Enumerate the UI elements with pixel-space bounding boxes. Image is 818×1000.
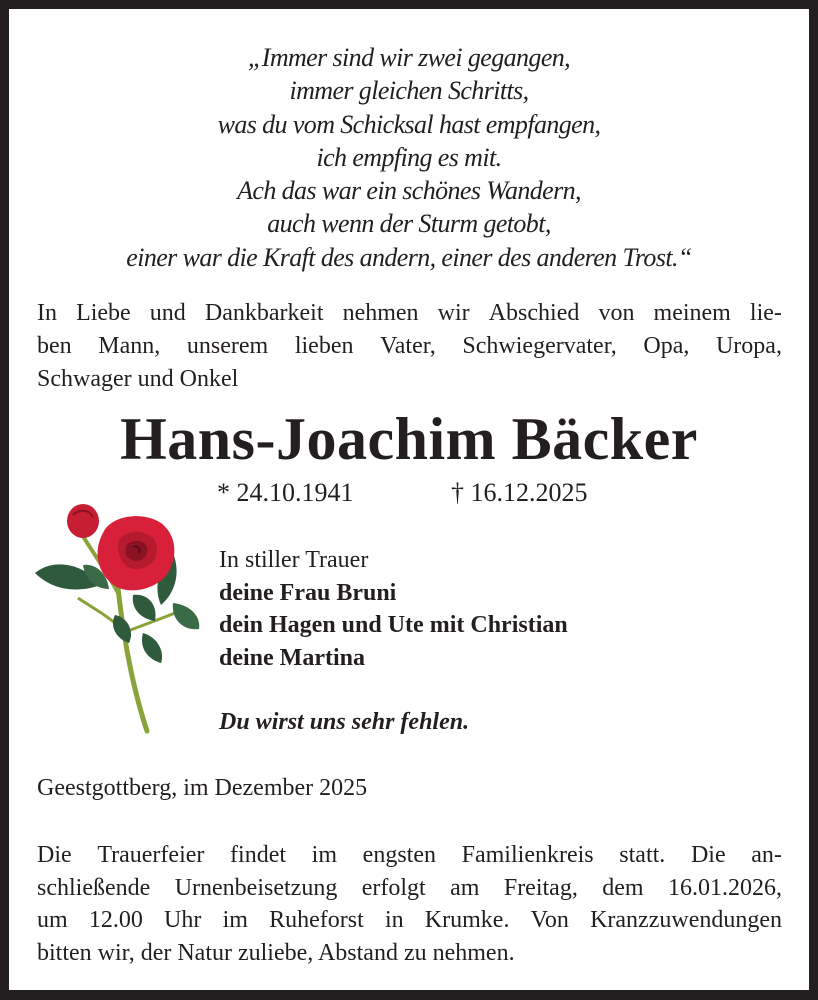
word: am	[450, 874, 480, 901]
word: erfolgt	[361, 874, 426, 901]
birth-date: * 24.10.1941	[217, 478, 354, 507]
word: Freitag,	[503, 874, 578, 901]
mourners	[219, 544, 568, 739]
word: im	[222, 907, 248, 933]
mourners-lead: In stiller Trauer	[219, 547, 369, 573]
notice-line	[37, 904, 782, 937]
word: Liebe	[76, 300, 131, 326]
word: Trauerfeier	[97, 842, 205, 868]
word: und	[149, 300, 186, 326]
mourner-name: dein Hagen und Ute mit Christian	[219, 612, 568, 638]
closing-line: Du wirst uns sehr fehlen.	[219, 709, 470, 735]
word: Uropa,	[715, 333, 782, 359]
notice-line	[37, 839, 782, 872]
word: von	[598, 300, 635, 326]
word: an-	[751, 842, 782, 868]
poem-line: immer gleichen Schritts,	[289, 76, 529, 106]
word: engsten	[362, 842, 436, 868]
word: Urnenbeisetzung	[174, 874, 338, 901]
word: schließende	[37, 874, 151, 901]
word: lie-	[749, 300, 782, 326]
poem-line: auch wenn der Sturm getobt,	[267, 209, 551, 239]
word: nehmen	[342, 300, 419, 326]
poem-line: ich empfing es mit.	[316, 142, 502, 172]
word: Schwiegervater,	[462, 333, 617, 359]
word: ben	[37, 333, 72, 359]
intro-text	[37, 297, 782, 396]
word: im	[311, 842, 338, 868]
poem-line: „Immer sind wir zwei gegangen,	[247, 43, 571, 72]
word: Dankbarkeit	[204, 300, 324, 326]
word: dem	[602, 874, 644, 901]
poem-line: was du vom Schicksal hast empfangen,	[217, 109, 601, 139]
word: Mann,	[98, 333, 161, 359]
poem	[9, 41, 809, 274]
word: Abschied	[488, 300, 580, 326]
poem-line: Ach das war ein schönes Wandern,	[237, 176, 581, 206]
word: wir	[437, 300, 470, 326]
word: um	[37, 907, 68, 933]
word: In	[37, 300, 57, 326]
word: Ruheforst	[269, 907, 364, 933]
deceased-name: Hans-Joachim Bäcker	[120, 406, 698, 472]
red-rose-icon	[23, 493, 203, 738]
word: Uhr	[164, 907, 202, 933]
word: Von	[530, 907, 569, 933]
obituary-card	[9, 9, 809, 990]
intro-line	[37, 297, 782, 330]
place-date: Geestgottberg, im Dezember 2025	[37, 775, 368, 801]
word: in	[384, 907, 404, 933]
word: Die	[37, 842, 72, 868]
notice-line	[37, 872, 782, 905]
mourner-name: deine Martina	[219, 644, 365, 671]
word: Vater,	[380, 333, 436, 359]
intro-line	[37, 330, 782, 363]
notice-line: bitten wir, der Natur zuliebe, Abstand zu nehmen.	[37, 939, 515, 966]
intro-line: Schwager und Onkel	[37, 366, 239, 392]
word: 16.01.2026,	[667, 874, 782, 901]
word: Familienkreis	[461, 842, 594, 868]
poem-line: einer war die Kraft des andern, einer des anderen Trost.“	[126, 242, 692, 272]
death-date: † 16.12.2025	[451, 478, 588, 507]
mourner-name: deine Frau Bruni	[219, 579, 397, 606]
word: Kranzzuwendungen	[590, 907, 782, 933]
word: statt.	[619, 842, 666, 868]
word: 12.00	[88, 907, 143, 933]
word: Opa,	[643, 333, 690, 359]
word: Die	[690, 842, 726, 868]
word: meinem	[653, 300, 731, 326]
word: unserem	[186, 333, 269, 359]
funeral-notice	[37, 839, 782, 969]
word: findet	[230, 842, 287, 868]
word: lieben	[294, 333, 354, 359]
word: Krumke.	[424, 907, 510, 933]
